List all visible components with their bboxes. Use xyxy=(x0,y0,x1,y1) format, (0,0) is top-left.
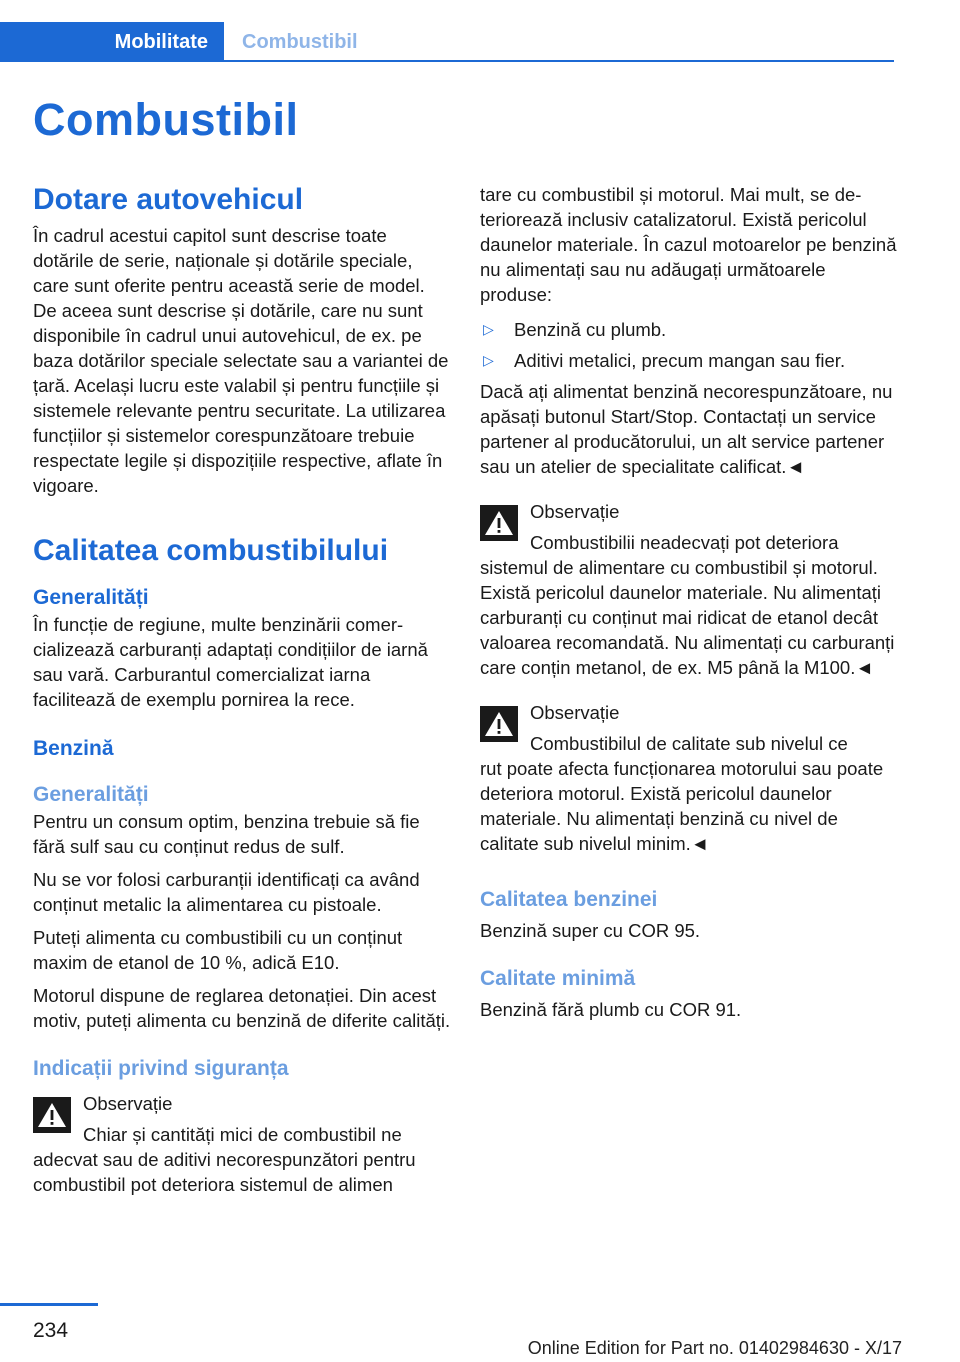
paragraph: Motorul dispune de reglarea detonației. Din acest motiv, puteți alimenta cu benzină de diferite calități. xyxy=(33,985,451,1031)
warning-body: sistemul de alimentare cu combustibil și motorul. Există pericolul daunelor materiale. Nu alimentați carburanți cu conținut mai ridicat de etanol decât valoarea recomandată. Nu alimentați cu carburanți care conțin metanol, de ex. M5 până la M100.◄ xyxy=(480,557,895,678)
list-item-text: Aditivi metalici, precum mangan sau fier. xyxy=(514,350,846,371)
section-title-calitate: Calitatea combustibilului xyxy=(33,534,389,567)
bullet-list xyxy=(480,317,898,373)
right-column xyxy=(480,182,898,1022)
page-title: Combustibil xyxy=(33,94,299,145)
paragraph: Pentru un consum optim, benzina trebuie să fie fără sulf sau cu conținut redus de sulf. xyxy=(33,811,420,857)
subsection-body-generalitati: În funcție de regiune, multe benzinării comercializează carburanți adaptați condițiilor de iarnă sau vară. Carburantul comercializat iarna facilitează de exemplu pornirea la rece. xyxy=(33,614,428,710)
warning-first-line: Chiar și cantități mici de combustibil ne xyxy=(83,1124,402,1145)
warning-label: Observație xyxy=(83,1093,173,1114)
list-item xyxy=(480,348,898,373)
paragraph: Puteți alimenta cu combustibili cu un conținut maxim de etanol de 10 %, adică E10. xyxy=(33,927,403,973)
subsubsection-title-generalitati: Generalități xyxy=(33,783,149,806)
warning-triangle-icon xyxy=(480,505,518,541)
paragraph: Benzină fără plumb cu COR 91. xyxy=(480,999,742,1020)
edition-note: Online Edition for Part no. 01402984630 - X/17 xyxy=(527,1338,902,1358)
warning-label: Observație xyxy=(530,702,620,723)
subsubsection-title-calitatea-benzinei: Calitatea benzinei xyxy=(480,888,658,911)
warning-triangle-icon xyxy=(480,706,518,742)
warning-body: adecvat sau de aditivi necorespunzători pentru combustibil pot deteriora sistemul de alimen xyxy=(33,1149,416,1195)
section-body-dotare: În cadrul acestui capitol sunt descrise toate dotările de serie, naționale și dotările speciale, care sunt oferite pentru această serie de model. De aceea sunt descrise și dotările, care nu sunt disponibile în cadrul unui autovehicul, de ex. pe baza dotărilor speciale selectate sau a variantei de țară. Același lucru este valabil și pentru funcțiile și sistemele relevante pentru securitate. La utilizarea funcțiilor și sistemelor corespunzătoare trebuie respectate legile și dispozițiile respective, aflate în vigoare. xyxy=(33,225,449,496)
list-item xyxy=(480,317,898,342)
list-item-text: Benzină cu plumb. xyxy=(514,319,667,340)
subsubsection-title-calitate-minima: Calitate minimă xyxy=(480,967,636,990)
triangle-bullet-icon: ▷ xyxy=(483,352,494,368)
paragraph: Nu se vor folosi carburanții identificați ca având conținut metalic la alimentarea cu pistoale. xyxy=(33,869,420,915)
warning-body: rut poate afecta funcționarea motorului sau poate deteriora motorul. Există pericolul daunelor materiale. Nu alimentați benzină cu nivel de calitate sub nivelul minim.◄ xyxy=(480,758,884,854)
warning-first-line: Combustibilii neadecvați pot deteriora xyxy=(530,532,839,553)
footer-divider xyxy=(0,1303,98,1306)
warning-note xyxy=(480,700,898,856)
section-title-dotare: Dotare autovehicul xyxy=(33,183,304,216)
paragraph: Dacă ați alimentat benzină necorespunzătoare, nu apăsați butonul Start/Stop. Contactați un service partener al producătorului, un alt service partener sau un atelier de specialitate calificat.◄ xyxy=(480,381,893,477)
tab-combustibil[interactable]: Combustibil xyxy=(242,31,358,53)
warning-triangle-icon xyxy=(33,1097,71,1133)
page-header xyxy=(0,22,894,62)
subsection-title-generalitati: Generalități xyxy=(33,586,149,609)
left-column xyxy=(33,180,451,1197)
page-number: 234 xyxy=(33,1319,69,1342)
warning-label: Observație xyxy=(530,501,620,522)
warning-first-line: Combustibilul de calitate sub nivelul ce xyxy=(530,733,848,754)
warning-note xyxy=(33,1091,451,1197)
subsection-title-benzina: Benzină xyxy=(33,737,114,760)
tab-mobilitate[interactable]: Mobilitate xyxy=(0,22,224,62)
triangle-bullet-icon: ▷ xyxy=(483,321,494,337)
subsubsection-title-siguranta: Indicații privind siguranța xyxy=(33,1057,289,1080)
warning-note xyxy=(480,499,898,680)
paragraph: Benzină super cu COR 95. xyxy=(480,920,701,941)
paragraph-continued: tare cu combustibil și motorul. Mai mult, se deteriorează inclusiv catalizatorul. Există pericolul daunelor materiale. În cazul motoarelor pe benzină nu alimentați sau nu adăugați următoarele produse: xyxy=(480,184,897,305)
